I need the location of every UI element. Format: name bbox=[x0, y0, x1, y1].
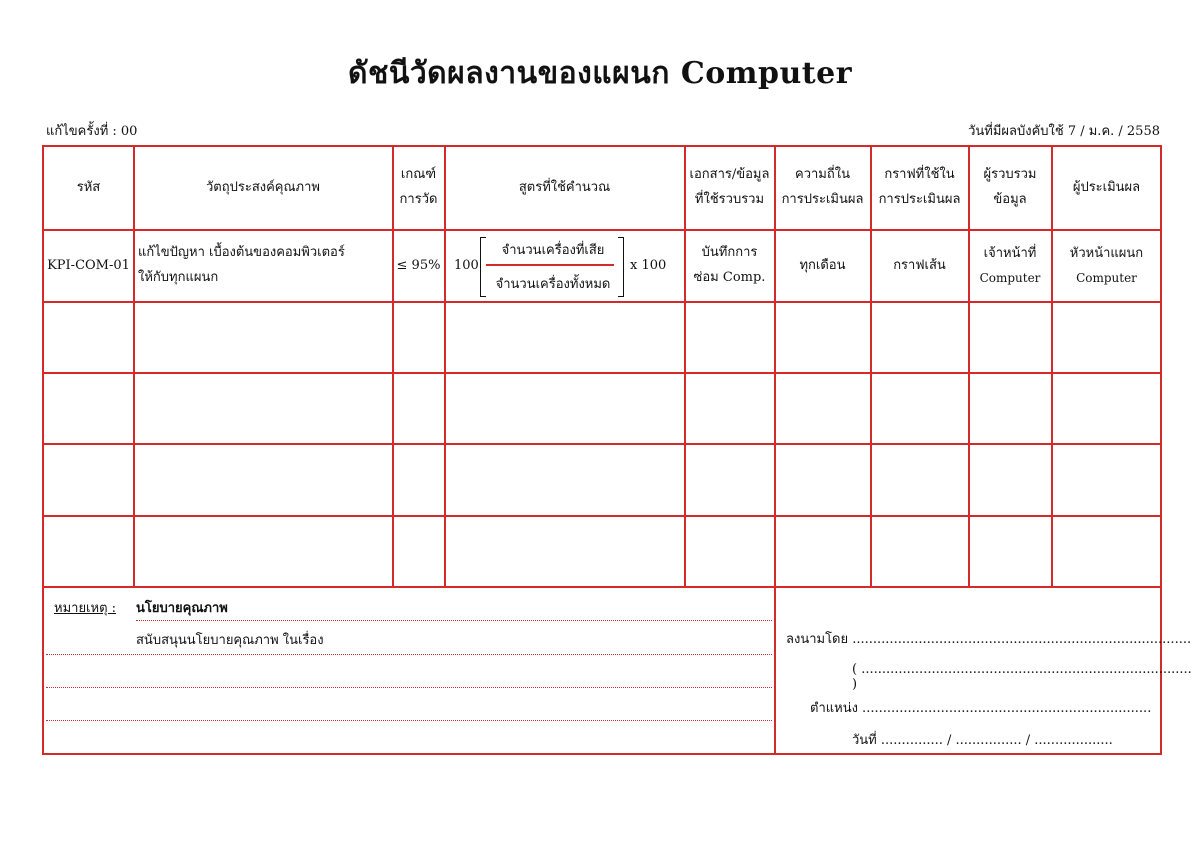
notes-label: หมายเหตุ : bbox=[54, 601, 117, 616]
header-source bbox=[685, 147, 774, 229]
header-criteria bbox=[393, 147, 444, 229]
header-collector-line2: ข้อมูล bbox=[993, 192, 1027, 207]
header-evaluator-label: ผู้ประเมินผล bbox=[1072, 179, 1141, 195]
notes-line bbox=[46, 654, 772, 655]
formula-expression bbox=[448, 233, 682, 301]
header-frequency bbox=[775, 147, 870, 229]
frequency-value: ทุกเดือน bbox=[799, 257, 846, 273]
header-criteria-line1: เกณฑ์ bbox=[400, 167, 437, 183]
row-divider bbox=[43, 372, 1161, 374]
header-graph bbox=[871, 147, 968, 229]
document-title: ดัชนีวัดผลงานของแผนก Computer bbox=[347, 56, 852, 91]
header-code-label: รหัส bbox=[76, 179, 101, 195]
row-divider bbox=[43, 515, 1161, 517]
row-evaluator bbox=[1052, 231, 1161, 301]
notes-line bbox=[46, 687, 772, 688]
header-objective-label: วัตถุประสงค์คุณภาพ bbox=[205, 179, 320, 195]
fraction-bar bbox=[486, 264, 614, 266]
row-code bbox=[44, 231, 133, 301]
row-source bbox=[685, 231, 774, 301]
header-code bbox=[44, 147, 133, 229]
kpi-code: KPI-COM-01 bbox=[47, 257, 130, 273]
notes-heading: นโยบายคุณภาพ bbox=[136, 601, 228, 616]
row-collector bbox=[969, 231, 1051, 301]
row-criteria bbox=[393, 231, 444, 301]
collector-line2: Computer bbox=[979, 270, 1041, 285]
date-line: วันที่ ............... / ................ / ................... bbox=[852, 733, 1113, 748]
revision-number: แก้ไขครั้งที่ : 00 bbox=[46, 124, 138, 139]
position-line: ตำแหน่ง ...................................................................... bbox=[810, 701, 1152, 716]
header-collector-line1: ผู้รวบรวม bbox=[983, 167, 1037, 183]
header-frequency-line1: ความถี่ใน bbox=[795, 167, 850, 183]
row-divider bbox=[43, 443, 1161, 445]
row-objective bbox=[134, 231, 392, 301]
row-graph bbox=[871, 231, 968, 301]
row-divider bbox=[43, 301, 1161, 303]
notes-line bbox=[136, 620, 772, 621]
notes-text: สนับสนุนนโยบายคุณภาพ ในเรื่อง bbox=[136, 633, 324, 648]
row-frequency bbox=[775, 231, 870, 301]
header-formula bbox=[445, 147, 684, 229]
header-collector bbox=[969, 147, 1051, 229]
signed-by-line: ลงนามโดย .................................................................................. bbox=[786, 632, 1192, 647]
header-criteria-line2: การวัด bbox=[399, 192, 438, 207]
source-line1: บันทึกการ bbox=[701, 245, 758, 261]
signer-name-line: ( ................................................................................ ) bbox=[852, 662, 1192, 692]
source-line2: ซ่อม Comp. bbox=[693, 270, 766, 285]
right-bracket bbox=[618, 237, 624, 297]
evaluator-line2: Computer bbox=[1076, 270, 1137, 285]
formula-multiplier-left: 100 bbox=[454, 258, 479, 273]
objective-line1: แก้ไขปัญหา เบื้องต้นของคอมพิวเตอร์ bbox=[138, 245, 345, 261]
collector-line1: เจ้าหน้าที่ bbox=[983, 246, 1037, 262]
header-graph-line2: การประเมินผล bbox=[878, 192, 961, 207]
evaluator-line1: หัวหน้าแผนก bbox=[1069, 246, 1144, 262]
left-bracket bbox=[480, 237, 486, 297]
formula-numerator: จำนวนเครื่องที่เสีย bbox=[501, 243, 605, 258]
criteria-value: ≤ 95% bbox=[396, 257, 441, 273]
header-objective bbox=[134, 147, 392, 229]
header-source-line2: ที่ใช้รวบรวม bbox=[694, 192, 765, 207]
header-source-line1: เอกสาร/ข้อมูล bbox=[689, 167, 770, 183]
notes-line bbox=[46, 720, 772, 721]
graph-value: กราฟเส้น bbox=[893, 257, 946, 273]
header-frequency-line2: การประเมินผล bbox=[781, 192, 864, 207]
header-graph-line1: กราฟที่ใช้ใน bbox=[884, 167, 955, 183]
header-formula-label: สูตรที่ใช้คำนวณ bbox=[518, 179, 611, 195]
formula-multiplier-right: x 100 bbox=[630, 258, 667, 273]
effective-date: วันที่มีผลบังคับใช้ 7 / ม.ค. / 2558 bbox=[968, 124, 1160, 139]
header-evaluator bbox=[1052, 147, 1161, 229]
row-divider bbox=[43, 586, 1161, 588]
formula-denominator: จำนวนเครื่องทั้งหมด bbox=[495, 277, 611, 292]
objective-line2: ให้กับทุกแผนก bbox=[138, 270, 219, 285]
